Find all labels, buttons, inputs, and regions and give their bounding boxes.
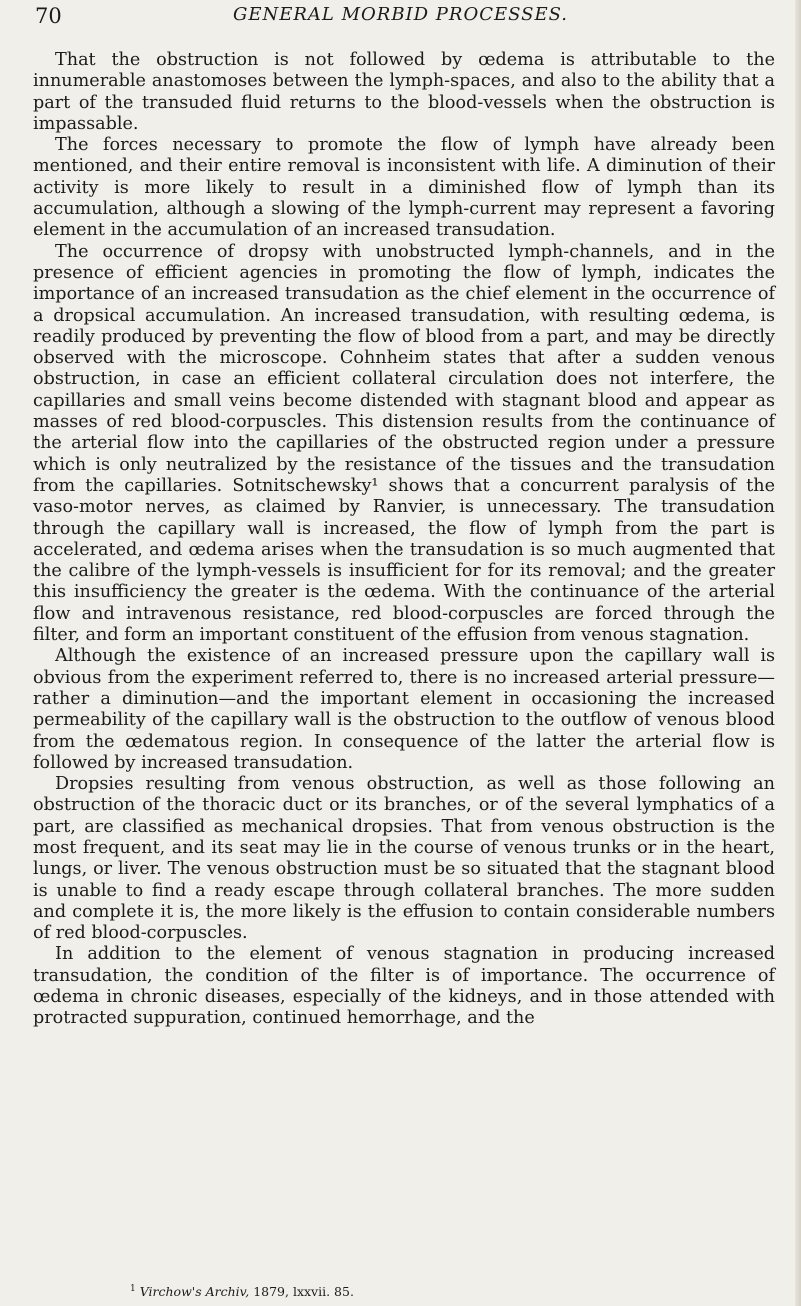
footnote <box>130 1282 354 1299</box>
paragraph-4: Although the existence of an increased pressure upon the capillary wall is obvious from the experiment referred to, there is no increased arterial pressure—rather a diminution—and the important element in occasioning the increased permeability of the capillary wall is the obstruction to the outflow of venous blood from the œdematous region. In consequence of the latter the arterial flow is followed by increased transudation. <box>33 646 775 773</box>
page-number: 70 <box>35 4 62 28</box>
running-head <box>0 4 801 36</box>
paragraph-5: Dropsies resulting from venous obstruction, as well as those following an obstruction of the thoracic duct or its branches, or of the several lymphatics of a part, are classified as mechanical dropsies. That from venous obstruction is the most frequent, and its seat may lie in the course of venous trunks or in the heart, lungs, or liver. The venous obstruction must be so situated that the stagnant blood is unable to find a ready escape through collateral branches. The more sudden and complete it is, the more likely is the effusion to contain considerable numbers of red blood-corpuscles. <box>33 774 775 944</box>
paragraph-2: The forces necessary to promote the flow of lymph have already been mentioned, and their entire removal is inconsistent with life. A diminution of their activity is more likely to result in a diminished flow of lymph than its accumulation, although a slowing of the lymph-current may represent a favoring element in the accumulation of an increased transudation. <box>33 135 775 241</box>
paragraph-3: The occurrence of dropsy with unobstructed lymph-channels, and in the presence of efficient agencies in promoting the flow of lymph, indicates the importance of an increased transudation as the chief element in the occurrence of a dropsical accumulation. An increased transudation, with resulting œdema, is readily produced by preventing the flow of blood from a part, and may be directly observed with the microscope. Cohnheim states that after a sudden venous obstruction, in case an efficient collateral circulation does not interfere, the capillaries and small veins become distended with stagnant blood and appear as masses of red blood-corpuscles. This distension results from the continuance of the arterial flow into the capillaries of the obstructed region under a pressure which is only neutralized by the resistance of the tissues and the transudation from the capillaries. Sotnitschewsky¹ shows that a concurrent paralysis of the vaso-motor nerves, as claimed by Ranvier, is unnecessary. The transudation through the capillary wall is increased, the flow of lymph from the part is accelerated, and œdema arises when the transudation is so much augmented that the calibre of the lymph-vessels is insufficient for for its removal; and the greater this insufficiency the greater is the œdema. With the continuance of the arterial flow and intravenous resistance, red blood-corpuscles are forced through the filter, and form an important constituent of the effusion from venous stagnation. <box>33 241 775 646</box>
footnote-mark: 1 <box>130 1284 136 1294</box>
running-title: GENERAL MORBID PROCESSES. <box>232 4 569 25</box>
body-text <box>33 50 775 1030</box>
page-edge-shadow <box>795 0 801 1306</box>
paragraph-1: That the obstruction is not followed by œdema is attributable to the innumerable anastomoses between the lymph-spaces, and also to the ability that a part of the transuded fluid returns to the blood-vessels when the obstruction is impassable. <box>33 50 775 134</box>
footnote-citation: 1879, lxxvii. 85. <box>249 1284 354 1300</box>
paragraph-6: In addition to the element of venous stagnation in producing increased transudation, the condition of the filter is of importance. The occurrence of œdema in chronic diseases, especially of the kidneys, and in those attended with protracted suppuration, continued hemorrhage, and the <box>33 944 775 1029</box>
footnote-journal: Virchow's Archiv, <box>139 1284 250 1300</box>
